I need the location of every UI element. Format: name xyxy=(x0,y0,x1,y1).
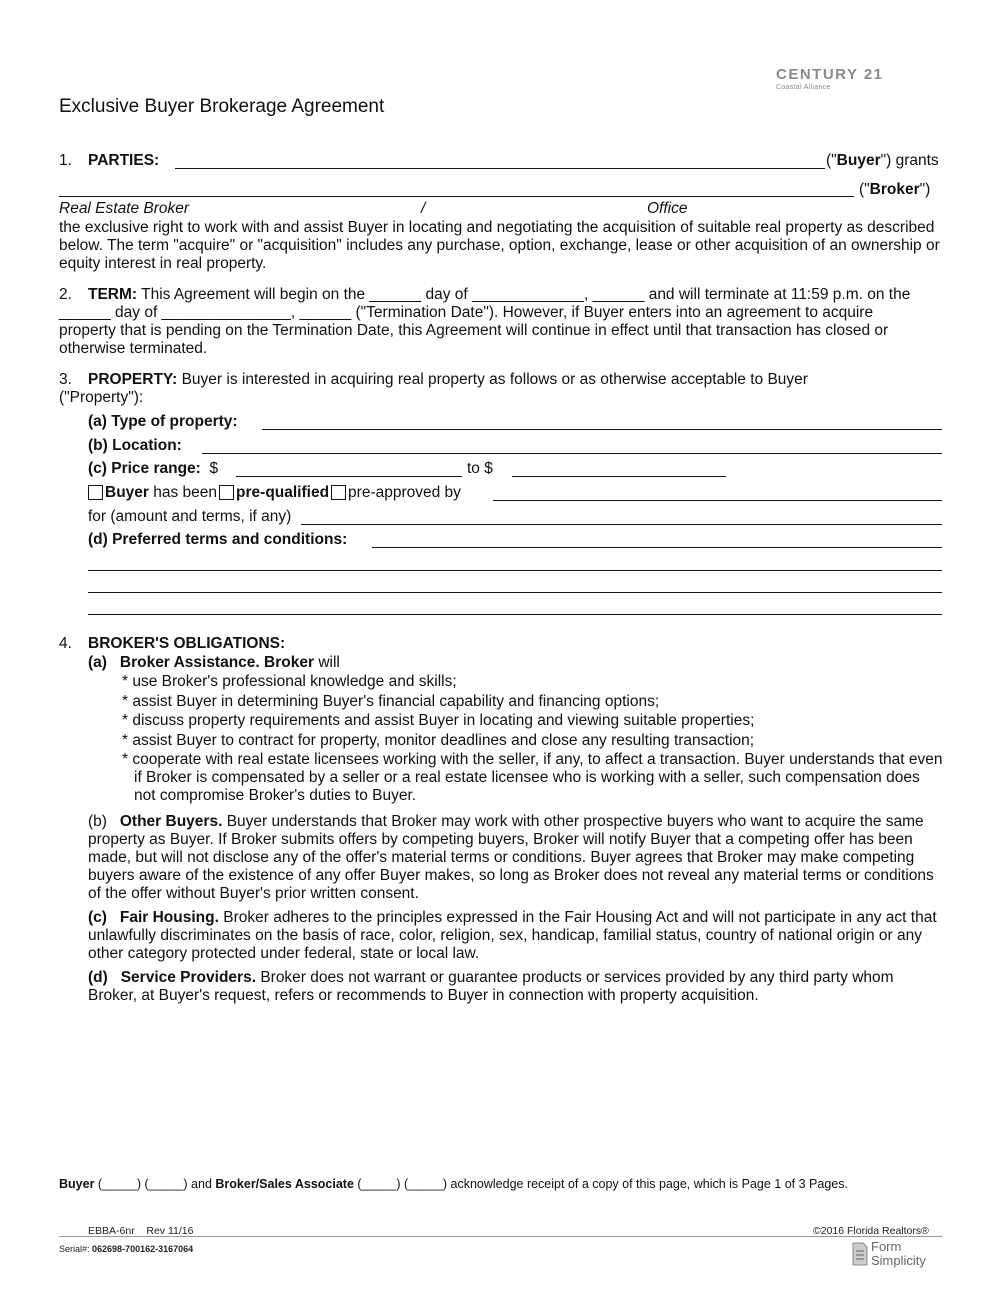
location-field[interactable] xyxy=(202,453,942,454)
amount-terms-field[interactable] xyxy=(301,524,942,525)
section-3-property: 3. PROPERTY: Buyer is interested in acquiring real property as follows or as otherwise acceptable to Buyer xyxy=(59,371,808,388)
list-item: * use Broker's professional knowledge and skills; xyxy=(122,673,457,690)
label-slash: / xyxy=(421,200,426,217)
term-line-2[interactable]: ______ day of _______________, ______ ("Termination Date"). However, if Buyer enters into an agreement to acquire xyxy=(59,304,874,321)
price-max-field[interactable] xyxy=(512,476,726,477)
amount-terms-label: for (amount and terms, if any) xyxy=(88,508,292,525)
preferred-terms-line-4[interactable] xyxy=(88,614,942,615)
section-2-term: 2. TERM: This Agreement will begin on the ______ day of _____________, ______ and will terminate at 11:59 p.m. on the xyxy=(59,286,911,303)
label-office: Office xyxy=(647,200,688,217)
type-of-property-label: (a) Type of property: xyxy=(88,413,238,430)
section-1-body: the exclusive right to work with and assist Buyer in locating and negotiating the acquisition of suitable real property as described below. The term "acquire" or "acquisition" includes any purchase, option, exchange, lease or other acquisition of an ownership or equity interest in real property. xyxy=(59,219,940,272)
price-to-label: to $ xyxy=(467,460,493,477)
preferred-terms-line-3[interactable] xyxy=(88,592,942,593)
document-icon xyxy=(852,1242,868,1266)
list-item: * discuss property requirements and assist Buyer in locating and viewing suitable properties; xyxy=(122,712,755,729)
price-min-field[interactable] xyxy=(236,476,462,477)
copyright: ©2016 Florida Realtors® xyxy=(813,1225,929,1237)
buyer-checkbox[interactable] xyxy=(88,485,103,500)
logo-name: CENTURY 21 xyxy=(776,66,884,83)
term-line-4: otherwise terminated. xyxy=(59,340,208,357)
term-line-3: property that is pending on the Termination Date, this Agreement will continue in effect until that transaction has closed or xyxy=(59,322,889,339)
buyer-grants-label: ("Buyer") grants xyxy=(826,152,939,169)
broker-name-line[interactable] xyxy=(59,196,854,197)
prequal-row: Buyer has been pre-qualified pre-approved by xyxy=(88,484,461,502)
logo-subtitle: Coastal Alliance xyxy=(776,84,831,91)
property-line-2: ("Property"): xyxy=(59,389,144,406)
serial-number: Serial#: 062698-700162-3167064 xyxy=(59,1244,194,1254)
service-providers-paragraph: (d) Service Providers. Broker does not warrant or guarantee products or services provided by any third party whom Broker, at Buyer's request, refers or recommends to Buyer in connection with property acquisition. xyxy=(88,969,894,1004)
century21-logo xyxy=(776,66,884,92)
document-title: Exclusive Buyer Brokerage Agreement xyxy=(59,96,385,117)
preferred-terms-field[interactable] xyxy=(372,547,942,548)
fair-housing-paragraph: (c) Fair Housing. Broker adheres to the principles expressed in the Fair Housing Act and will not participate in any act that unlawfully discriminates on the basis of race, color, religion, sex, handicap, familial status, country of national origin or any other category protected under federal, state or local law. xyxy=(88,909,937,962)
location-label: (b) Location: xyxy=(88,437,182,454)
preapproved-checkbox[interactable] xyxy=(331,485,346,500)
term-line-1[interactable]: This Agreement will begin on the ______ day of _____________, ______ and will terminate at 11:59 p.m. on the xyxy=(141,286,911,303)
list-item: * assist Buyer to contract for property, monitor deadlines and close any resulting transaction; xyxy=(122,731,755,749)
list-item: * cooperate with real estate licensees working with the seller, if any, to affect a transaction. Buyer understands that even if Broker is compensated by a seller or a real estate licensee who is working with a seller, such compensation does not compromise Broker's duties to Buyer. xyxy=(122,751,943,804)
preferred-terms-label: (d) Preferred terms and conditions: xyxy=(88,531,348,548)
form-simplicity-text: Form Simplicity xyxy=(871,1239,926,1268)
broker-assistance-heading: (a) Broker Assistance. Broker will xyxy=(88,654,340,671)
buyer-name-line[interactable] xyxy=(175,168,825,169)
section-number: 1. xyxy=(59,152,72,169)
footer-divider xyxy=(59,1236,942,1237)
price-range-row: (c) Price range: $ xyxy=(88,460,219,477)
broker-label: ("Broker") xyxy=(859,181,931,198)
other-buyers-paragraph: (b) Other Buyers. Buyer understands that Broker may work with other prospective buyers who want to acquire the same property as Buyer. If Broker submits offers by competing buyers, Broker will notify Buyer that a competing offer has been made, but will not disclose any of the offer's material terms or conditions. Buyer agrees that Broker may make competing buyers aware of the existence of any offer Buyer makes, so long as Broker does not reveal any material terms or conditions of the offer without Buyer's prior written consent. xyxy=(88,813,934,902)
form-code: EBBA-6nr Rev 11/16 xyxy=(88,1225,194,1237)
label-real-estate-broker: Real Estate Broker xyxy=(59,200,190,217)
preapproved-by-field[interactable] xyxy=(493,500,942,501)
bullet-list xyxy=(122,673,944,805)
section-4-broker-obligations: 4. BROKER'S OBLIGATIONS: xyxy=(59,635,286,652)
type-of-property-field[interactable] xyxy=(262,429,942,430)
list-item: * assist Buyer in determining Buyer's financial capability and financing options; xyxy=(122,692,660,710)
acknowledgement-line: Buyer (_____) (_____) and Broker/Sales Associate (_____) (_____) acknowledge receipt of a copy of this page, which is Page 1 of 3 Pages. xyxy=(59,1177,848,1191)
section-heading: PARTIES: xyxy=(88,152,160,169)
prequalified-checkbox[interactable] xyxy=(219,485,234,500)
preferred-terms-line-2[interactable] xyxy=(88,570,942,571)
